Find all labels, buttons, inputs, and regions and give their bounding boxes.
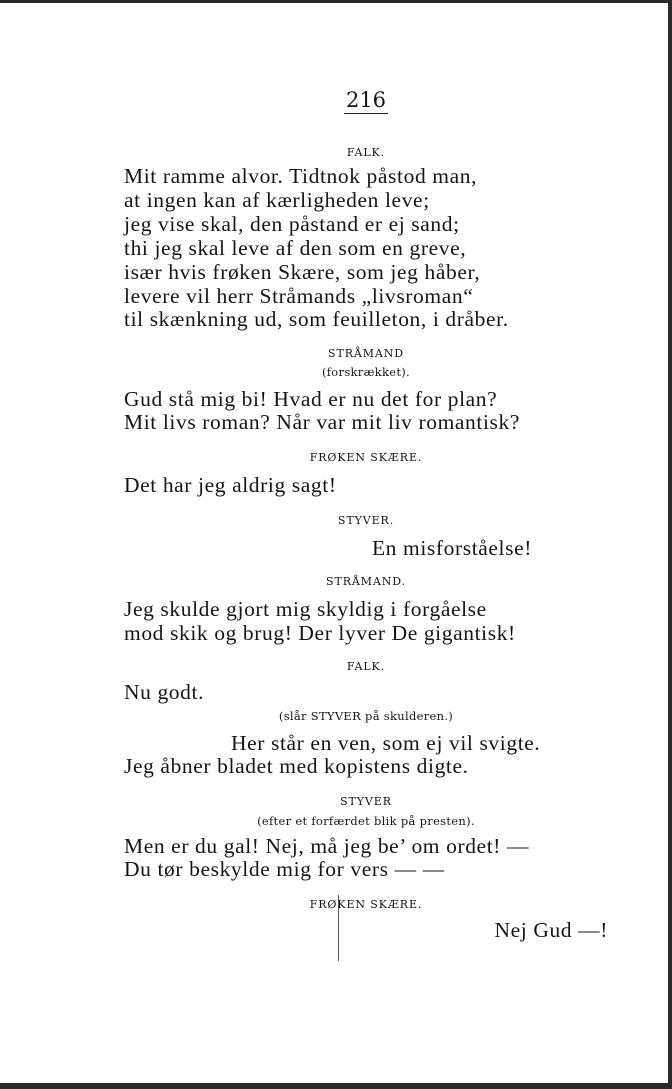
verse-line: til skænkning ud, som feuilleton, i dråber. xyxy=(124,307,509,331)
speaker-heading: STRÅMAND xyxy=(328,347,404,360)
scan-border-bottom xyxy=(0,1083,672,1089)
verse-line: Det har jeg aldrig sagt! xyxy=(124,473,337,497)
verse-line: Du tør beskylde mig for vers — — xyxy=(124,857,445,881)
verse-line: mod skik og brug! Der lyver De gigantisk! xyxy=(124,621,516,645)
verse-line: Men er du gal! Nej, må jeg be’ om ordet! — xyxy=(124,834,530,858)
speaker-heading: STYVER xyxy=(340,795,392,808)
stage-direction: (efter et forfærdet blik på presten). xyxy=(257,814,475,828)
verse-line: Gud stå mig bi! Hvad er nu det for plan? xyxy=(124,387,498,411)
verse-line: levere vil herr Stråmands „livsroman“ xyxy=(124,284,474,308)
speaker-heading: STYVER. xyxy=(337,514,395,527)
speaker-heading: STRÅMAND. xyxy=(326,575,406,588)
verse-line: jeg vise skal, den påstand er ej sand; xyxy=(124,212,460,236)
stage-direction: (forskrækket). xyxy=(321,365,411,379)
verse-line: Her står en ven, som ej vil svigte. xyxy=(231,731,541,755)
verse-line: Jeg åbner bladet med kopistens digte. xyxy=(124,754,469,778)
stage-direction: (slår STYVER på skulderen.) xyxy=(278,709,454,723)
verse-line: thi jeg skal leve af den som en greve, xyxy=(124,236,467,260)
speaker-heading: FALK. xyxy=(346,660,386,673)
speaker-heading: FALK. xyxy=(346,146,386,159)
verse-line: at ingen kan af kærligheden leve; xyxy=(124,188,430,212)
scan-border-right xyxy=(668,0,672,1089)
speaker-heading: FRØKEN SKÆRE. xyxy=(309,898,423,911)
verse-line: Nej Gud —! xyxy=(494,918,608,942)
verse-line: Mit livs roman? Når var mit liv romantisk? xyxy=(124,410,521,434)
verse-line: Nu godt. xyxy=(124,680,205,704)
scan-border-top xyxy=(0,0,672,3)
speaker-heading: FRØKEN SKÆRE. xyxy=(309,451,423,464)
verse-line: især hvis frøken Skære, som jeg håber, xyxy=(124,260,481,284)
verse-line: Jeg skulde gjort mig skyldig i forgåelse xyxy=(124,597,487,621)
verse-line: En misforståelse! xyxy=(371,536,532,560)
verse-line: Mit ramme alvor. Tidtnok påstod man, xyxy=(124,164,478,188)
page-number: 216 xyxy=(345,88,387,112)
